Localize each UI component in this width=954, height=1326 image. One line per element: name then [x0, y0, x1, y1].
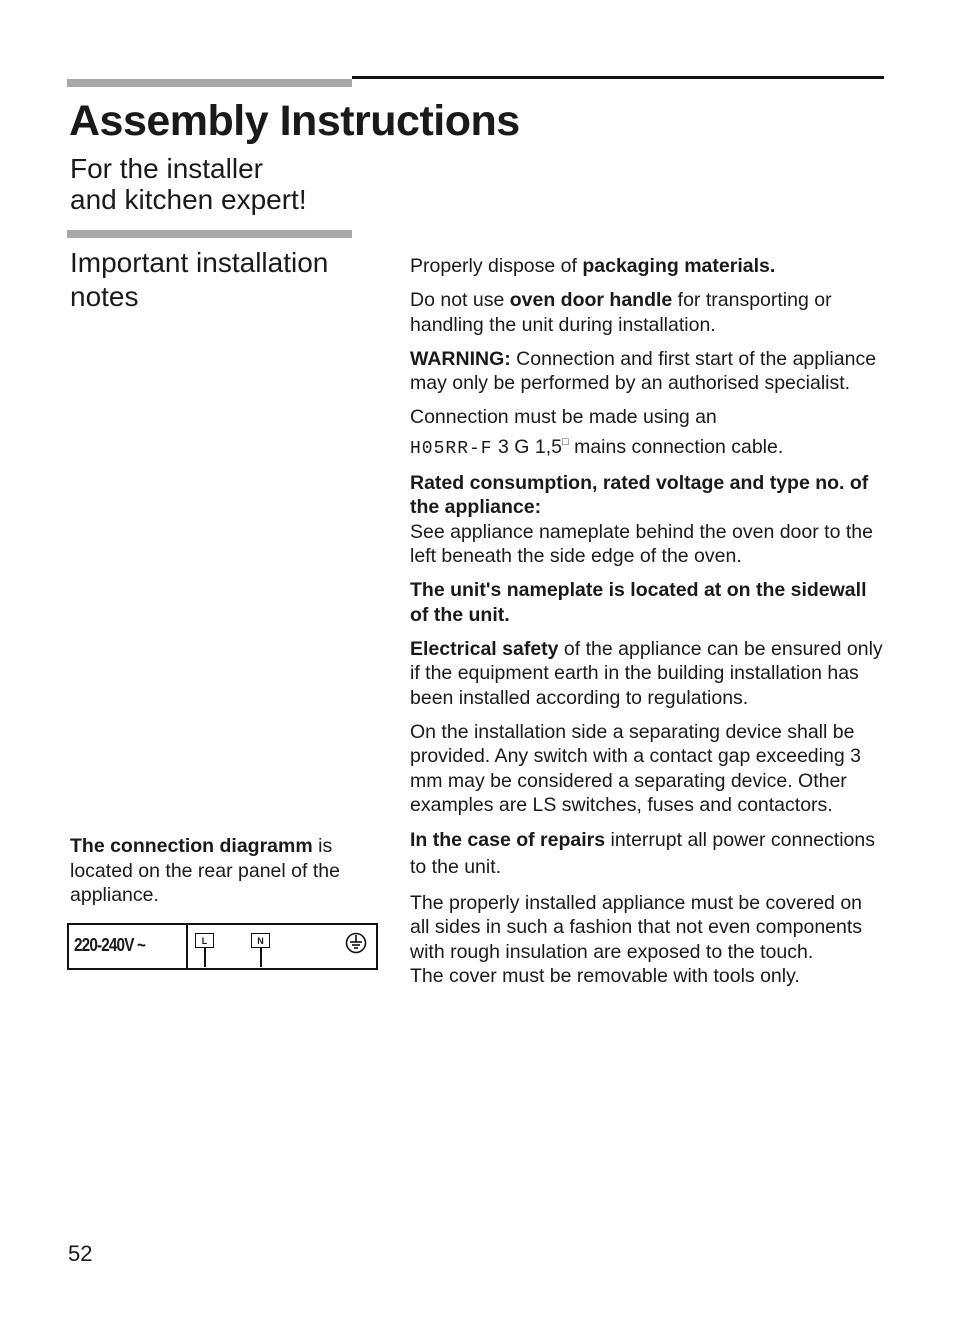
- section-heading-line-2: notes: [70, 281, 139, 312]
- section-heading: [70, 246, 380, 314]
- cable-spec: 3 G 1,5: [492, 435, 562, 458]
- note-bold: Electrical safety: [410, 637, 559, 660]
- note-bold: The connection diagramm: [70, 835, 313, 857]
- note-separating-device: [410, 720, 886, 818]
- note-text: Connection and first start of the appliance may only be performed by an authorised specialist.: [410, 347, 877, 394]
- note-text: Connection must be made using an: [410, 406, 717, 428]
- note-bold: In the case of repairs: [410, 829, 606, 851]
- terminal-l-wire: [204, 948, 206, 967]
- note-text: mains connection cable.: [568, 435, 784, 458]
- page-subtitle: [70, 153, 390, 215]
- page-title: Assembly Instructions: [69, 97, 520, 145]
- note-text: The cover must be removable with tools only.: [410, 965, 800, 987]
- installation-notes: [410, 254, 886, 998]
- page-number: 52: [68, 1241, 93, 1266]
- diagram-divider: [186, 925, 188, 968]
- note-nameplate: [410, 578, 886, 627]
- cable-code: H05RR-F: [410, 438, 493, 459]
- header-rule-gray: [67, 79, 352, 87]
- note-text: Properly dispose of: [410, 255, 583, 277]
- terminal-n-wire: [260, 948, 262, 967]
- header-rule-black: [352, 76, 884, 79]
- note-repairs: [410, 827, 886, 881]
- note-door-handle: [410, 288, 886, 337]
- subtitle-line-1: For the installer: [70, 153, 263, 184]
- note-text: is located on the rear panel of the appliance.: [70, 835, 340, 906]
- note-cable: [410, 405, 886, 461]
- section-heading-line-1: Important installation: [70, 247, 329, 278]
- section-rule-gray: [67, 230, 352, 238]
- terminal-n: N: [251, 933, 270, 948]
- square-mm-symbol: □: [562, 435, 569, 448]
- connection-diagram-note: [70, 834, 380, 908]
- earth-ground-icon: [345, 932, 367, 954]
- note-bold: WARNING:: [410, 347, 511, 370]
- note-cover: [410, 891, 886, 989]
- note-rated-consumption: [410, 471, 886, 569]
- note-packaging: [410, 254, 886, 279]
- note-electrical-safety: [410, 637, 886, 711]
- note-warning: [410, 347, 886, 396]
- note-text: for transporting or handling the unit during installation.: [410, 289, 832, 336]
- voltage-label: 220-240V ~: [74, 935, 146, 955]
- note-text: On the installation side a separating device shall be provided. Any switch with a contact gap exceeding 3 mm may be considered a separating device. Other examples are LS switches, fuses and contactors.: [410, 720, 861, 816]
- terminal-l: L: [195, 933, 214, 948]
- note-bold: The unit's nameplate is located at on the sidewall of the unit.: [410, 579, 867, 626]
- note-bold: packaging materials.: [582, 255, 776, 277]
- note-bold: oven door handle: [509, 289, 673, 311]
- note-text: of the appliance can be ensured only if the equipment earth in the building installation has been installed according to regulations.: [410, 637, 883, 709]
- note-text: See appliance nameplate behind the oven door to the left beneath the side edge of the oven.: [410, 520, 873, 567]
- note-text: interrupt all power connections to the unit.: [410, 829, 875, 878]
- note-bold: Rated consumption, rated voltage and type no. of the appliance:: [410, 471, 869, 518]
- connection-diagram: [67, 923, 378, 970]
- note-text: The properly installed appliance must be covered on all sides in such a fashion that not even components with rough insulation are exposed to the touch.: [410, 891, 863, 963]
- note-text: Do not use: [410, 289, 510, 311]
- subtitle-line-2: and kitchen expert!: [70, 184, 307, 215]
